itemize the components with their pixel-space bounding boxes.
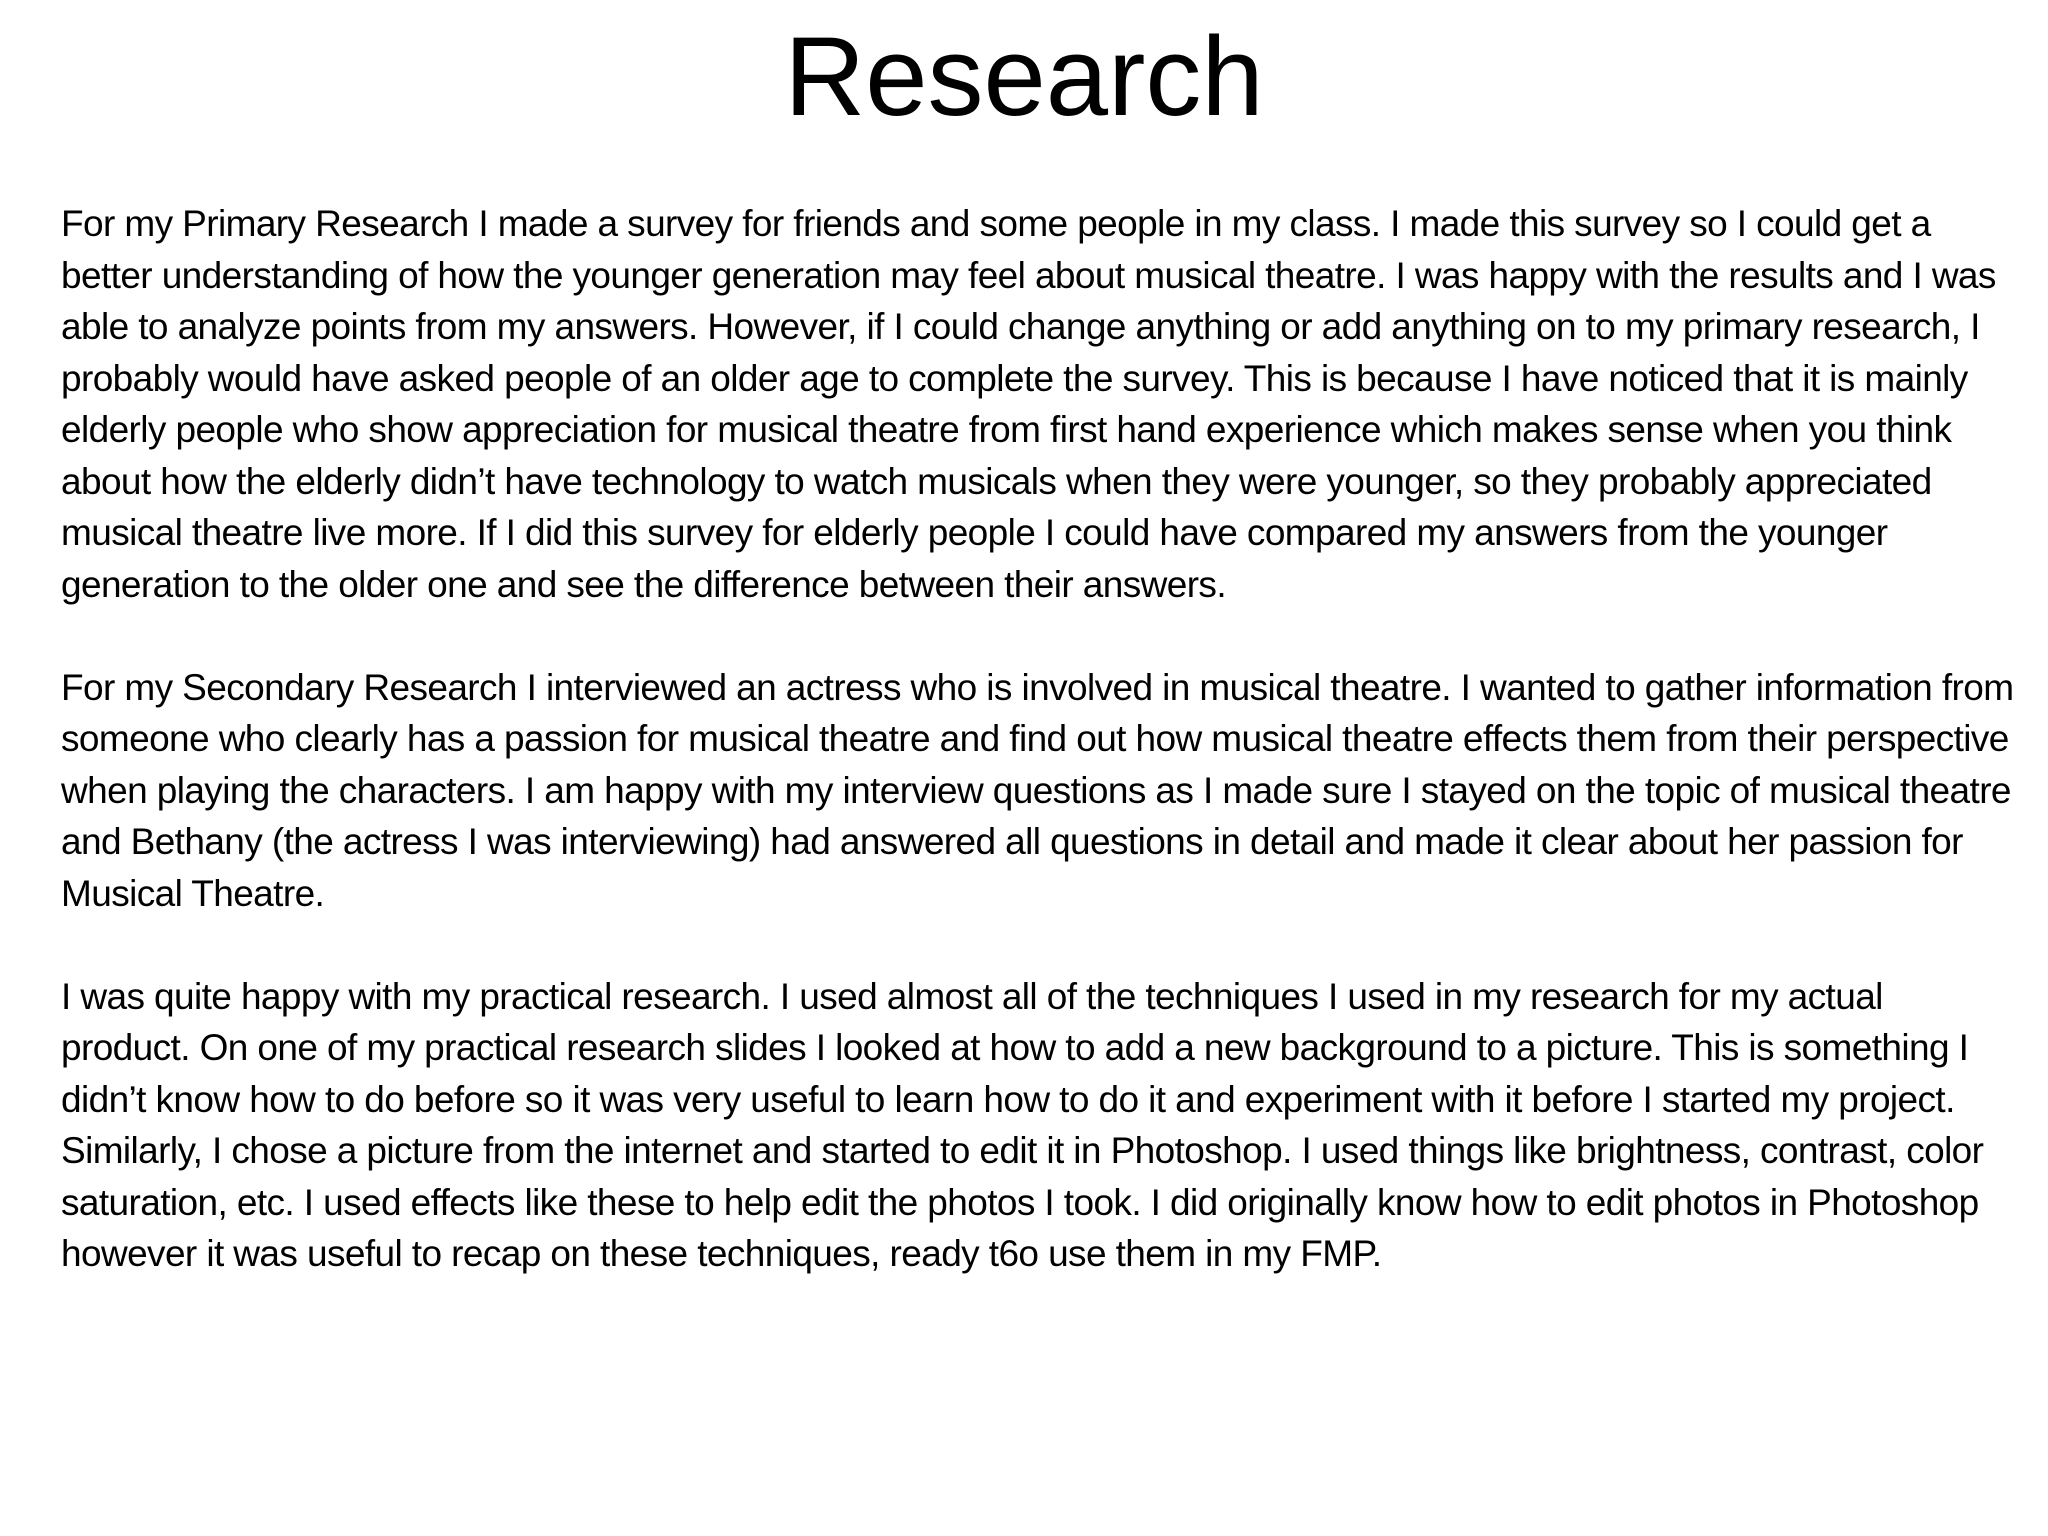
slide-title: Research: [784, 14, 1264, 139]
paragraph-practical-research: I was quite happy with my practical research. I used almost all of the techniques I used in my research for my actual product. On one of my practical research slides I looked at how to add a new background to a picture. This is something I didn’t know how to do before so it was very useful to learn how to do it and experiment with it before I started my project.: [61, 975, 1969, 1120]
paragraph-spacer: [61, 610, 2021, 662]
paragraph-primary-research: For my Primary Research I made a survey for friends and some people in my class. I made this survey so I could get a better understanding of how the younger generation may feel about musical theatre. I was happy with the results and I was able to analyze points from my answers. However, if I could change anything or add anything on to my primary research, I probably would have asked people of an older age to complete the survey. This is because I have noticed that it is mainly elderly people who show appreciation for musical theatre from first hand experience which makes sense when you think about how the elderly didn’t have technology to watch musicals when they were younger, so they probably appreciated musical theatre live more. If I did this survey for elderly people I could have compared my answers from the younger generation to the older one and see the difference between their answers.: [61, 203, 1996, 605]
paragraph-photoshop-editing: Similarly, I chose a picture from the internet and started to edit it in Photoshop. I used things like brightness, contrast, color saturation, etc. I used effects like these to help edit the photos I took. I did originally know how to edit photos in Photoshop however it was useful to recap on these techniques, ready t6o use them in my FMP.: [61, 1130, 1984, 1274]
paragraph-secondary-research: For my Secondary Research I interviewed an actress who is involved in musical theatre. I wanted to gather information from someone who clearly has a passion for musical theatre and find out how musical theatre effects them from their perspective when playing the characters. I am happy with my interview questions as I made sure I stayed on the topic of musical theatre and Bethany (the actress I was interviewing) had answered all questions in detail and made it clear about her passion for Musical Theatre.: [61, 666, 2014, 914]
paragraph-spacer: [61, 919, 2021, 971]
slide-body: [61, 198, 2021, 1280]
